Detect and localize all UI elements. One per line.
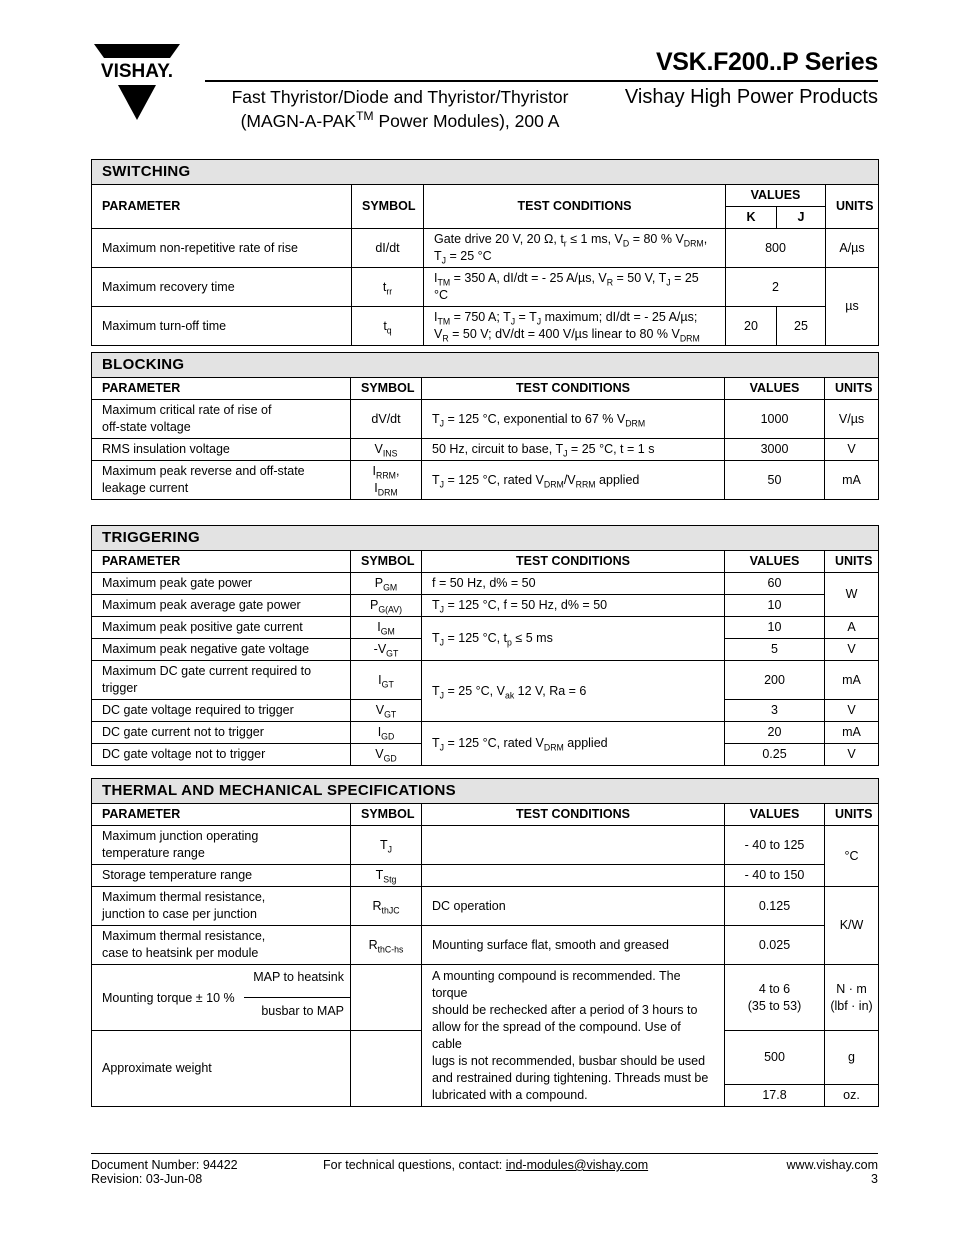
unit-cell: °C — [825, 826, 879, 887]
table-row — [92, 461, 879, 500]
table-row — [92, 661, 879, 700]
unit-cell: µs — [826, 268, 879, 346]
document-number: Document Number: 94422 — [91, 1158, 238, 1172]
symbol-cell: $I_{GT}$ — [351, 661, 422, 700]
condition-cell: 50 Hz, circuit to base, $T_J = 25$ °C, t = 1 s — [422, 439, 725, 461]
value-cell: 10 — [725, 617, 825, 639]
value-cell: 800 — [726, 229, 826, 268]
table-row — [92, 268, 879, 307]
param-cell — [92, 965, 351, 1031]
value-cell: 0.025 — [725, 926, 825, 965]
footer-document-info — [91, 1158, 238, 1186]
symbol-cell: $I_{GD}$ — [351, 722, 422, 744]
table-row — [92, 926, 879, 965]
col-header-test-conditions: TEST CONDITIONS — [422, 804, 725, 826]
footer-rule — [91, 1153, 878, 1154]
unit-cell: V — [825, 439, 879, 461]
value-cell-j: 25 — [777, 307, 826, 346]
section-title: BLOCKING — [92, 353, 879, 378]
col-header-units: UNITS — [825, 378, 879, 400]
param-cell: Maximum peak average gate power — [92, 595, 351, 617]
value-cell: 0.125 — [725, 887, 825, 926]
unit-cell: V — [825, 744, 879, 766]
value-cell: 2 — [726, 268, 826, 307]
unit-cell: V — [825, 700, 879, 722]
value-cell-k: 20 — [726, 307, 777, 346]
unit-cell: mA — [825, 722, 879, 744]
symbol-cell — [351, 965, 422, 1031]
value-cell: 200 — [725, 661, 825, 700]
col-header-values: VALUES — [726, 185, 826, 207]
symbol-cell: $I_{GM}$ — [351, 617, 422, 639]
condition-cell: f = 50 Hz, d% = 50 — [422, 573, 725, 595]
value-cell: - 40 to 150 — [725, 865, 825, 887]
param-cell: Maximum junction operating temperature range — [92, 826, 351, 865]
symbol-cell — [351, 1031, 422, 1107]
unit-cell: N · m (lbf · in) — [825, 965, 879, 1031]
logo-text: VISHAY. — [100, 61, 174, 82]
revision: Revision: 03-Jun-08 — [91, 1172, 203, 1186]
value-cell: 5 — [725, 639, 825, 661]
torque-label: Mounting torque ± 10 % — [102, 990, 235, 1005]
condition-cell: $I_{TM} = 350$ A, dI/dt = - 25 A/µs, $V_R = 50$ V, $T_J = 25$ °C — [424, 268, 726, 307]
value-cell: 3 — [725, 700, 825, 722]
condition-cell: $T_J = 125$ °C, exponential to 67 % $V_{DRM}$ — [422, 400, 725, 439]
value-cell: 20 — [725, 722, 825, 744]
param-cell: Maximum peak reverse and off-state leakage current — [92, 461, 351, 500]
symbol-cell: $R_{thC-hs}$ — [351, 926, 422, 965]
table-row — [92, 439, 879, 461]
param-cell: Maximum thermal resistance, junction to case per junction — [92, 887, 351, 926]
value-cell: 500 — [725, 1031, 825, 1085]
condition-cell: $T_J = 125$ °C, rated $V_{DRM}/V_{RRM}$ applied — [422, 461, 725, 500]
value-cell: 50 — [725, 461, 825, 500]
col-header-symbol: SYMBOL — [352, 185, 424, 229]
table-row — [92, 826, 879, 865]
blocking-table — [91, 352, 879, 500]
symbol-cell: $t_q$ — [352, 307, 424, 346]
page-number: 3 — [871, 1172, 878, 1186]
unit-cell: A — [825, 617, 879, 639]
col-header-k: K — [726, 207, 777, 229]
table-row — [92, 865, 879, 887]
table-row — [92, 573, 879, 595]
thermal-mechanical-table — [91, 778, 879, 1107]
table-row — [92, 965, 879, 1031]
col-header-j: J — [777, 207, 826, 229]
col-header-parameter: PARAMETER — [92, 378, 351, 400]
torque-sub-busbar: busbar to MAP — [261, 1003, 344, 1018]
col-header-parameter: PARAMETER — [92, 551, 351, 573]
symbol-cell: $V_{GT}$ — [351, 700, 422, 722]
symbol-cell: $t_{rr}$ — [352, 268, 424, 307]
value-cell: 60 — [725, 573, 825, 595]
section-title: TRIGGERING — [92, 526, 879, 551]
col-header-units: UNITS — [825, 551, 879, 573]
footer-site — [787, 1158, 878, 1186]
footer-contact: For technical questions, contact: ind-modules@vishay.com — [323, 1158, 649, 1172]
col-header-test-conditions: TEST CONDITIONS — [424, 185, 726, 229]
series-title: VSK.F200..P Series — [655, 48, 878, 76]
unit-cell: W — [825, 573, 879, 617]
triggering-table — [91, 525, 879, 766]
symbol-cell: $T_J$ — [351, 826, 422, 865]
symbol-cell: $V_{INS}$ — [351, 439, 422, 461]
symbol-cell: dI/dt — [352, 229, 424, 268]
col-header-symbol: SYMBOL — [351, 551, 422, 573]
value-cell: 4 to 6 (35 to 53) — [725, 965, 825, 1031]
symbol-cell: $R_{thJC}$ — [351, 887, 422, 926]
param-cell: Maximum peak gate power — [92, 573, 351, 595]
unit-cell: K/W — [825, 887, 879, 965]
col-header-parameter: PARAMETER — [92, 804, 351, 826]
torque-sub-heatsink: MAP to heatsink — [253, 969, 344, 984]
mounting-note-cell: A mounting compound is recommended. The torque should be rechecked after a period of 3 hours to allow for the spread of the compound. Use of cable lugs is not recommended, busbar should be used and restrained during tightening. Threads must be lubricated with a compound. — [422, 965, 725, 1107]
param-cell: RMS insulation voltage — [92, 439, 351, 461]
symbol-cell: $I_{RRM}$, $I_{DRM}$ — [351, 461, 422, 500]
symbol-cell: $P_{G(AV)}$ — [351, 595, 422, 617]
unit-cell: g — [825, 1031, 879, 1085]
table-row — [92, 400, 879, 439]
condition-cell: Mounting surface flat, smooth and greased — [422, 926, 725, 965]
table-row — [92, 307, 879, 346]
symbol-cell: $P_{GM}$ — [351, 573, 422, 595]
value-cell: - 40 to 125 — [725, 826, 825, 865]
value-cell: 0.25 — [725, 744, 825, 766]
col-header-test-conditions: TEST CONDITIONS — [422, 378, 725, 400]
unit-cell: V — [825, 639, 879, 661]
section-title: THERMAL AND MECHANICAL SPECIFICATIONS — [92, 779, 879, 804]
symbol-cell: $-V_{GT}$ — [351, 639, 422, 661]
param-cell: DC gate voltage not to trigger — [92, 744, 351, 766]
col-header-values: VALUES — [725, 804, 825, 826]
unit-cell: V/µs — [825, 400, 879, 439]
col-header-parameter: PARAMETER — [92, 185, 352, 229]
col-header-values: VALUES — [725, 551, 825, 573]
table-row — [92, 595, 879, 617]
unit-cell: mA — [825, 461, 879, 500]
symbol-cell: dV/dt — [351, 400, 422, 439]
condition-cell: $I_{TM} = 750$ A; $T_J = T_J$ maximum; dI/dt = - 25 A/µs; $V_R = 50$ V; dV/dt = 400 V/µs linear to 80 % $V_{DRM}$ — [424, 307, 726, 346]
col-header-test-conditions: TEST CONDITIONS — [422, 551, 725, 573]
param-cell: DC gate current not to trigger — [92, 722, 351, 744]
param-cell: Maximum peak negative gate voltage — [92, 639, 351, 661]
param-cell: DC gate voltage required to trigger — [92, 700, 351, 722]
param-cell: Maximum recovery time — [92, 268, 352, 307]
param-cell: Maximum DC gate current required to trigger — [92, 661, 351, 700]
website-link[interactable]: www.vishay.com — [786, 1158, 878, 1172]
col-header-units: UNITS — [825, 804, 879, 826]
contact-email-link[interactable]: ind-modules@vishay.com — [505, 1158, 649, 1172]
table-row — [92, 229, 879, 268]
condition-cell: Gate drive 20 V, 20 Ω, $t_r \le 1$ ms, $V_D = 80$ % $V_{DRM}$, $T_J = 25$ °C — [424, 229, 726, 268]
symbol-cell: $V_{GD}$ — [351, 744, 422, 766]
value-cell: 3000 — [725, 439, 825, 461]
document-subtitle: Fast Thyristor/Diode and Thyristor/Thyristor (MAGN-A-PAK™ Power Modules), 200 A — [231, 87, 569, 131]
condition-cell — [422, 826, 725, 865]
switching-table — [91, 159, 879, 346]
value-cell: 17.8 — [725, 1085, 825, 1107]
condition-cell: $T_J = 125$ °C, $t_p \le 5$ ms — [422, 617, 725, 661]
table-row — [92, 722, 879, 744]
condition-cell: DC operation — [422, 887, 725, 926]
param-cell: Maximum peak positive gate current — [92, 617, 351, 639]
param-cell: Maximum thermal resistance, case to heatsink per module — [92, 926, 351, 965]
param-cell: Maximum critical rate of rise of off-state voltage — [92, 400, 351, 439]
header-rule — [205, 80, 878, 82]
table-row — [92, 887, 879, 926]
unit-cell: oz. — [825, 1085, 879, 1107]
condition-cell: $T_J = 125$ °C, f = 50 Hz, d% = 50 — [422, 595, 725, 617]
unit-cell: mA — [825, 661, 879, 700]
param-cell: Maximum turn-off time — [92, 307, 352, 346]
col-header-symbol: SYMBOL — [351, 804, 422, 826]
param-cell: Approximate weight — [92, 1031, 351, 1107]
condition-cell: $T_J = 125$ °C, rated $V_{DRM}$ applied — [422, 722, 725, 766]
value-cell: 10 — [725, 595, 825, 617]
col-header-values: VALUES — [725, 378, 825, 400]
col-header-symbol: SYMBOL — [351, 378, 422, 400]
param-cell: Maximum non-repetitive rate of rise — [92, 229, 352, 268]
table-row — [92, 617, 879, 639]
vishay-logo — [90, 44, 184, 122]
symbol-cell: $T_{Stg}$ — [351, 865, 422, 887]
condition-cell: $T_J = 25$ °C, $V_{ak}$ 12 V, Ra = 6 — [422, 661, 725, 722]
param-cell: Storage temperature range — [92, 865, 351, 887]
col-header-units: UNITS — [826, 185, 879, 229]
condition-cell — [422, 865, 725, 887]
section-title: SWITCHING — [92, 160, 879, 185]
brand-name: Vishay High Power Products — [624, 86, 878, 108]
value-cell: 1000 — [725, 400, 825, 439]
torque-divider — [244, 997, 350, 998]
unit-cell: A/µs — [826, 229, 879, 268]
